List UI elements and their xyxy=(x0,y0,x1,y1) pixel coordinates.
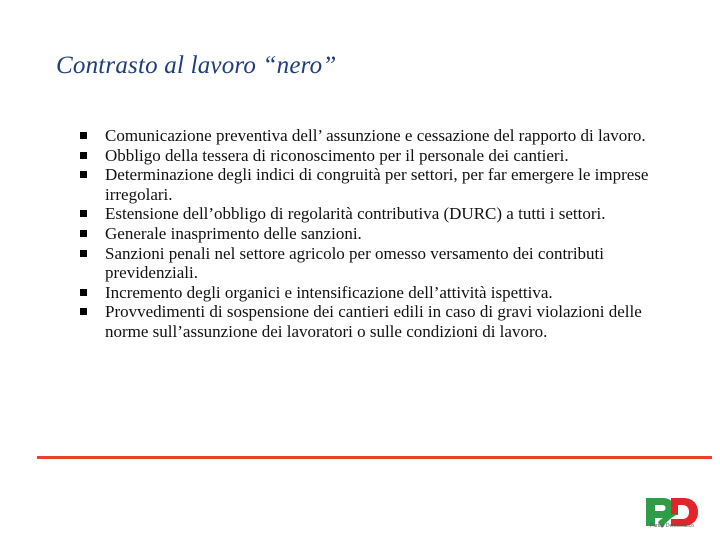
bullet-text: Comunicazione preventiva dell’ assunzione e cessazione del rapporto di lavoro. xyxy=(105,126,646,145)
bullet-item xyxy=(80,146,680,166)
square-bullet-icon xyxy=(80,289,87,296)
bullet-text: Incremento degli organici e intensificazione dell’attività ispettiva. xyxy=(105,282,553,302)
bullet-text: Determinazione degli indici di congruità per settori, per far emergere le imprese irregolari. xyxy=(105,165,649,204)
bullet-text: Provvedimenti di sospensione dei cantieri edili in caso di gravi violazioni delle norme sull’assunzione dei lavoratori o sulle condizioni di lavoro. xyxy=(105,302,642,341)
bullet-item xyxy=(80,244,680,283)
bullet-text: Obbligo della tessera di riconoscimento per il personale dei cantieri. xyxy=(105,145,569,165)
square-bullet-icon xyxy=(80,152,87,159)
bullet-item xyxy=(80,165,680,204)
bullet-item xyxy=(80,302,680,341)
bullet-item xyxy=(80,283,680,303)
bullet-item xyxy=(80,126,680,146)
bullet-text: Generale inasprimento delle sanzioni. xyxy=(105,223,362,243)
square-bullet-icon xyxy=(80,230,87,237)
logo-text: Partito Democratico xyxy=(650,523,694,529)
square-bullet-icon xyxy=(80,210,87,217)
slide-title: Contrasto al lavoro “nero” xyxy=(56,52,337,79)
square-bullet-icon xyxy=(80,250,87,257)
bullet-text: Sanzioni penali nel settore agricolo per omesso versamento dei contributi previdenziali. xyxy=(105,243,604,283)
square-bullet-icon xyxy=(80,171,87,178)
footer-divider xyxy=(37,456,712,459)
square-bullet-icon xyxy=(80,308,87,315)
pd-logo xyxy=(640,492,704,532)
bullet-text: Estensione dell’obbligo di regolarità contributiva (DURC) a tutti i settori. xyxy=(105,204,606,224)
bullet-item xyxy=(80,224,680,244)
bullet-item xyxy=(80,204,680,224)
bullet-list xyxy=(80,126,680,342)
square-bullet-icon xyxy=(80,132,87,139)
